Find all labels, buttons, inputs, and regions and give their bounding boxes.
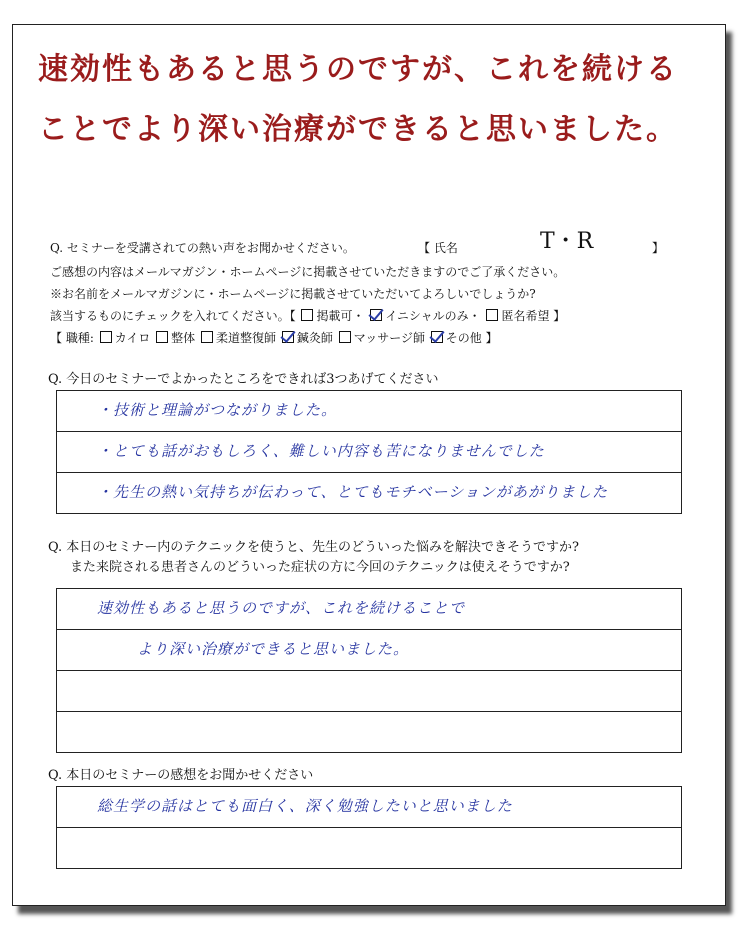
shinkyu-checkbox[interactable] — [282, 331, 294, 343]
question-1: Q. セミナーを受講されての熱い声をお聞かせください。 — [50, 241, 355, 255]
answer-row — [57, 630, 681, 671]
anonymous-checkbox[interactable] — [486, 309, 498, 321]
initial-checkbox[interactable] — [370, 309, 382, 321]
name-close: 】 — [652, 241, 665, 255]
handwritten-answer: 速効性もあると思うのですが、これを続けることで — [97, 599, 466, 617]
answer-row — [57, 589, 681, 630]
seitai-label: 整体 — [171, 331, 196, 345]
question-3-line-2: また来院される患者さんのどういった症状の方に今回のテクニックは使えそうですか? — [70, 560, 570, 575]
handwritten-answer: ・技術と理論がつながりました。 — [97, 401, 338, 419]
answer-row — [57, 787, 681, 828]
shinkyu-label: 鍼灸師 — [296, 331, 333, 345]
job-intro: 【 職種: — [50, 331, 94, 345]
seitai-checkbox[interactable] — [156, 331, 168, 343]
answer-row — [57, 671, 681, 712]
consent-notice: ご感想の内容はメールマガジン・ホームページに掲載させていただきますのでご了承ください。 — [50, 265, 566, 279]
chiro-checkbox[interactable] — [100, 331, 112, 343]
massage-label: マッサージ師 — [353, 331, 425, 345]
headline-quote: 速効性もあると思うのですが、これを続けることでより深い治療ができると思いました。 — [38, 52, 678, 147]
name-label: 【 氏名 — [418, 241, 458, 255]
judo-checkbox[interactable] — [201, 331, 213, 343]
anonymous-label: 匿名希望 】 — [501, 309, 566, 323]
question-3-line-1: Q. 本日のセミナー内のテクニックを使うと、先生のどういった悩みを解決できそうですか? — [48, 540, 579, 555]
chiro-label: カイロ — [114, 331, 151, 345]
handwritten-answer: 総生学の話はとても面白く、深く勉強したいと思いました — [97, 797, 513, 815]
other-label: その他 】 — [445, 331, 498, 345]
answer-box-2 — [56, 390, 682, 514]
name-value: T・R — [540, 229, 594, 254]
publish-checkbox[interactable] — [301, 309, 313, 321]
handwritten-answer: ・とても話がおもしろく、難しい内容も苦になりませんでした — [97, 442, 545, 460]
massage-checkbox[interactable] — [339, 331, 351, 343]
publish-options — [50, 308, 565, 325]
question-2: Q. 今日のセミナーでよかったところをできれば3つあげてください — [48, 372, 439, 387]
handwritten-answer: ・先生の熱い気持ちが伝わって、とてもモチベーションがあがりました — [97, 483, 608, 501]
question-4: Q. 本日のセミナーの感想をお聞かせください — [48, 768, 314, 783]
answer-row — [57, 828, 681, 868]
answer-row — [57, 432, 681, 473]
answer-row — [57, 712, 681, 752]
judo-label: 柔道整復師 — [216, 331, 277, 345]
answer-row — [57, 391, 681, 432]
handwritten-answer: より深い治療ができると思いました。 — [137, 640, 410, 658]
check-intro: 該当するものにチェックを入れてください。【 — [50, 309, 296, 323]
answer-box-3 — [56, 588, 682, 753]
job-options — [50, 330, 498, 347]
publish-label: 掲載可・ — [316, 309, 365, 323]
answer-row — [57, 473, 681, 513]
name-permission-question: ※お名前をメールマガジンに・ホームページに掲載させていただいてよろしいでしょうか? — [50, 287, 536, 301]
answer-box-4 — [56, 786, 682, 869]
other-checkbox[interactable] — [431, 331, 443, 343]
initial-label: イニシャルのみ・ — [385, 309, 481, 323]
